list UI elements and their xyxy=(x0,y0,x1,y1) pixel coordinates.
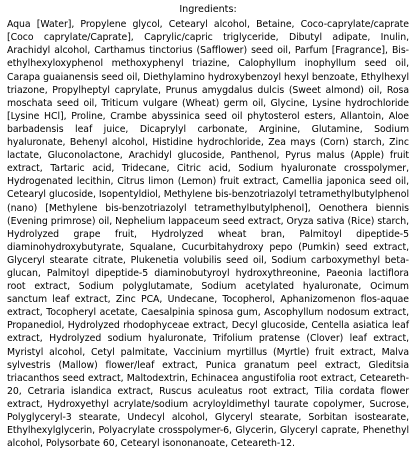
ingredients-list: Aqua [Water], Propylene glycol, Cetearyl alcohol, Betaine, Coco-caprylate/caprate [Coco caprylate/Caprate], Caprylic/capric triglyceride, Dibutyl adipate, Inulin, Arachidyl alcohol, Carthamus tinctorius (Safflower) seed oil, Parfum [Fragrance], Bis- ethylhexyloxyphenol methoxyphenyl triazine, Calophyllum inophyllum seed oil, Carapa guaianensis seed oil, Diethylamino hydroxybenzoyl hexyl benzoate, Ethylhexyl triazone, Propylheptyl caprylate, Prunus amygdalus dulcis (Sweet almond) oil, Rosa moschata seed oil, Triticum vulgare (Wheat) germ oil, Glycine, Lysine hydrochloride [Lysine HCl], Proline, Crambe abyssinica seed oil phytosterol esters, Allantoin, Aloe barbadensis leaf juice, Dicaprylyl carbonate, Arginine, Glutamine, Sodium hyaluronate, Behenyl alcohol, Histidine hydrochloride, Zea mays (Corn) starch, Zinc lactate, Gluconolactone, Arachidyl glucoside, Panthenol, Pyrus malus (Apple) fruit extract, Tartaric acid, Tridecane, Citric acid, Sodium hyaluronate crosspolymer, Hydrogenated lecithin, Citrus limon (Lemon) fruit extract, Camellia japonica seed oil, Cetearyl glucoside, Isopentyldiol, Methylene bis-benzotriazolyl tetramethylbutylphenol (nano) [Methylene bis-benzotriazolyl tetramethylbutylphenol], Oenothera biennis (Evening primrose) oil, Nephelium lappaceum seed extract, Oryza sativa (Rice) starch, Hydrolyzed grape fruit, Hydrolyzed wheat bran, Palmitoyl dipeptide-5 diaminohydroxybutyrate, Squalane, Cucurbitahydroxy pepo (Pumkin) seed extract, Glyceryl stearate citrate, Plukenetia volubilis seed oil, Sodium carboxymethyl beta-glucan, Palmitoyl dipeptide-5 diaminobutyroyl hydroxythreonine, Paeonia lactiflora root extract, Sodium polyglutamate, Sodium acetylated hyaluronate, Ocimum sanctum leaf extract, Zinc PCA, Undecane, Tocopherol, Aphanizomenon flos-aquae extract, Tocopheryl acetate, Caesalpinia spinosa gum, Ascophyllum nodosum extract, Propanediol, Hydrolyzed rhodophyceae extract, Decyl glucoside, Centella asiatica leaf extract, Hydrolyzed sodium hyaluronate, Trifolium pratense (Clover) leaf extract, Myristyl alcohol, Cetyl palmitate, Vaccinium myrtillus (Myrtle) fruit extract, Malva sylvestris (Mallow) flower/leaf extract, Punica granatum peel extract, Gleditsia triacanthos seed extract, Maltodextrin, Echinacea angustifolia root extract, Ceteareth- 20, Cetraria islandica extract, Ruscus aculeatus root extract, Tilia cordata flower extract, Hydroxyethyl acrylate/sodium acryloyldimethyl taurate copolymer, Sucrose, Polyglyceryl-3 stearate, Undecyl alcohol, Glyceryl stearate, Sorbitan isostearate, Ethylhexylglycerin, Polyacrylate crosspolymer-6, Glycerin, Glyceryl caprate, Phenethyl alcohol, Polysorbate 60, Cetearyl isononanoate, Ceteareth-12. xyxy=(7,19,409,450)
ingredients-heading: Ingredients: xyxy=(179,4,237,15)
